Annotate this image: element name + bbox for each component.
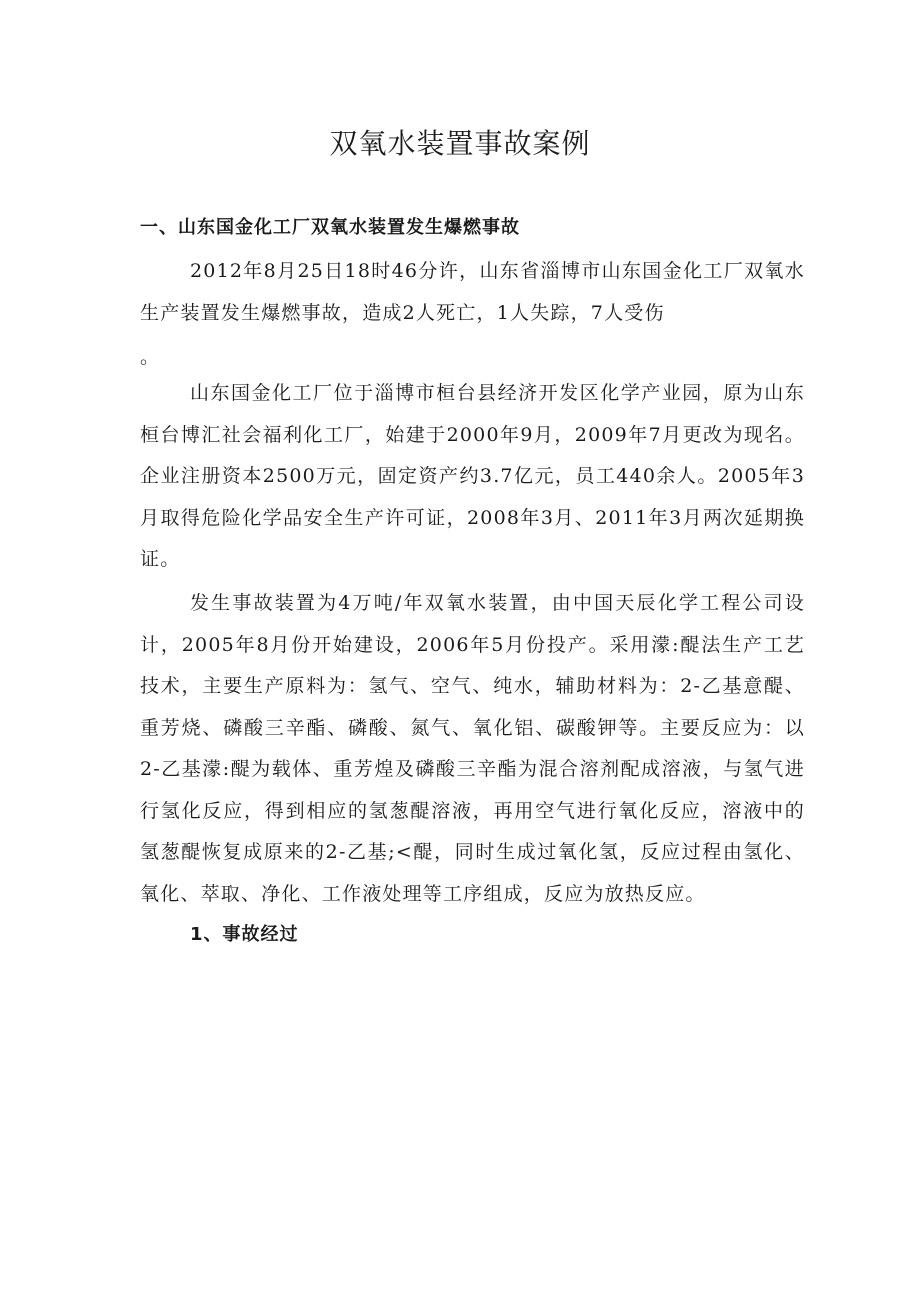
paragraph-company-profile: 山东国金化工厂位于淄博市桓台县经济开发区化学产业园，原为山东桓台博汇社会福利化工厂，始建于2000年9月，2009年7月更改为现名。企业注册资本2500万元，固定资产约3.7亿元，员工440余人。2005年3月取得危险化学品安全生产许可证，2008年3月、2011年3月两次延期换证。 [140,382,805,570]
paragraph-process-description: 发生事故装置为4万吨/年双氧水装置，由中国天辰化学工程公司设计，2005年8月份开始建设，2006年5月份投产。采用濛:醍法生产工艺技术，主要生产原料为：氢气、空气、纯水，辅助材料为：2-乙基意醍、重芳烧、磷酸三辛酯、磷酸、氮气、氧化铝、碳酸钾等。主要反应为：以2-乙基濛:醍为载体、重芳煌及磷酸三辛酯为混合溶剂配成溶液，与氢气进行氢化反应，得到相应的氢葱醍溶液，再用空气进行氧化反应，溶液中的氢葱醍恢复成原来的2-乙基;<醍，同时生成过氧化氢，反应过程由氢化、氧化、萃取、净化、工作液处理等工序组成，反应为放热反应。 [140,592,805,905]
section-heading: 一、山东国金化工厂双氧水装置发生爆燃事故 [140,217,520,238]
paragraph-trailing-punctuation: 。 [140,346,160,368]
subsection-heading: 1、事故经过 [190,924,299,945]
paragraph-incident-summary: 2012年8月25日18时46分许，山东省淄博市山东国金化工厂双氧水生产装置发生爆燃事故，造成2人死亡，1人失踪，7人受伤 [140,260,805,324]
document-title: 双氧水装置事故案例 [329,127,591,160]
